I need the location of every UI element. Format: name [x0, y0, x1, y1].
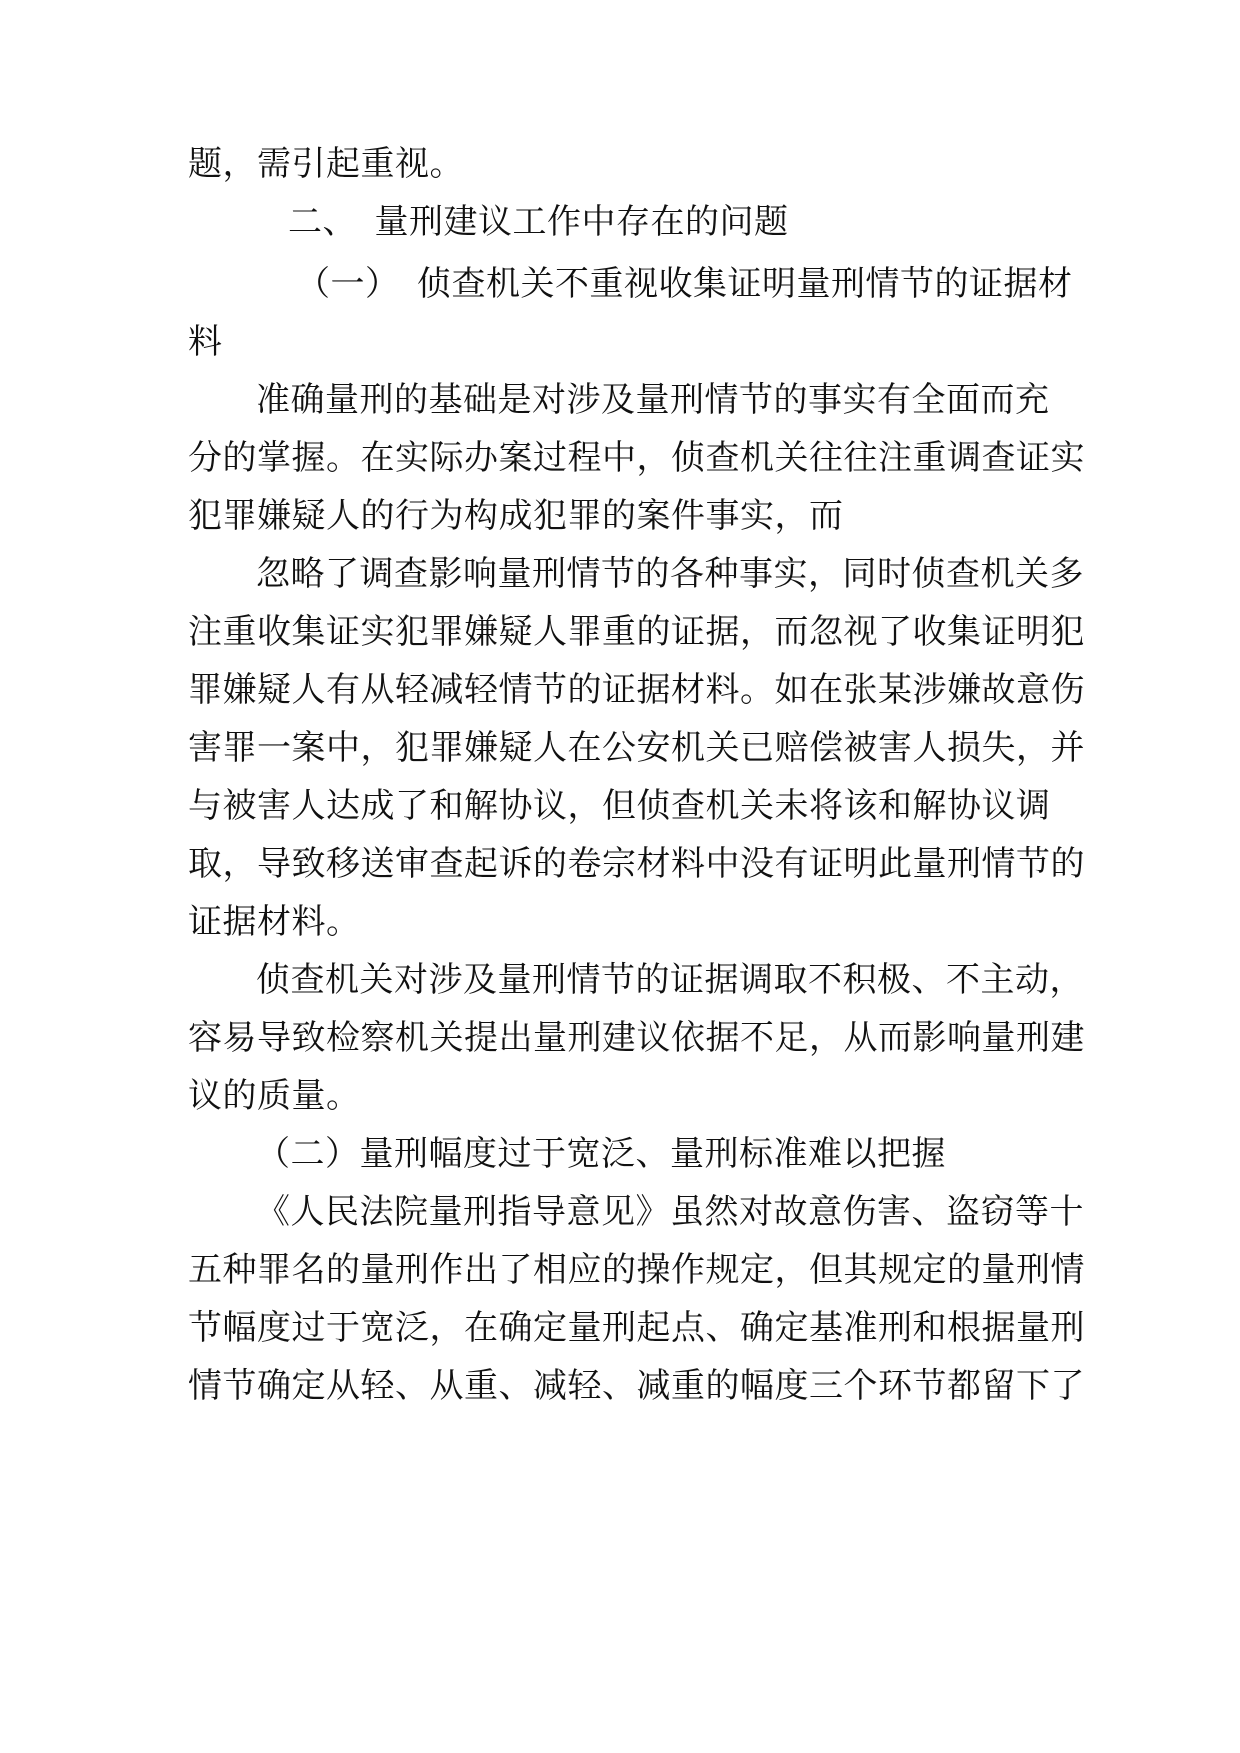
paragraph-line: 侦查机关对涉及量刑情节的证据调取不积极、不主动，: [256, 960, 1084, 1000]
paragraph-line: 忽略了调查影响量刑情节的各种事实，同时侦查机关多: [256, 554, 1084, 594]
subsection-heading: （一） 侦查机关不重视收集证明量刑情节的证据材: [296, 264, 1073, 304]
paragraph-line: 《人民法院量刑指导意见》虽然对故意伤害、盗窃等十: [256, 1192, 1084, 1232]
paragraph-line: 与被害人达成了和解协议，但侦查机关未将该和解协议调: [188, 786, 1051, 826]
paragraph-line: 分的掌握。在实际办案过程中，侦查机关往往注重调查证实: [188, 438, 1085, 478]
paragraph-line: 证据材料。: [188, 902, 361, 942]
paragraph-line: 取，导致移送审查起诉的卷宗材料中没有证明此量刑情节的: [188, 844, 1085, 884]
paragraph-line: 罪嫌疑人有从轻减轻情节的证据材料。如在张某涉嫌故意伤: [188, 670, 1085, 710]
paragraph-line: 容易导致检察机关提出量刑建议依据不足，从而影响量刑建: [188, 1018, 1085, 1058]
paragraph-line: 题，需引起重视。: [188, 144, 464, 184]
paragraph-line: 五种罪名的量刑作出了相应的操作规定，但其规定的量刑情: [188, 1250, 1085, 1290]
paragraph-line: 议的质量。: [188, 1076, 361, 1116]
paragraph-line: 犯罪嫌疑人的行为构成犯罪的案件事实，而: [188, 496, 844, 536]
paragraph-line: 情节确定从轻、从重、减轻、减重的幅度三个环节都留下了: [188, 1366, 1085, 1406]
paragraph-line: 害罪一案中，犯罪嫌疑人在公安机关已赔偿被害人损失，并: [188, 728, 1085, 768]
subsection-heading: （二）量刑幅度过于宽泛、量刑标准难以把握: [256, 1134, 946, 1174]
section-heading: 二、 量刑建议工作中存在的问题: [288, 202, 789, 242]
paragraph-line: 节幅度过于宽泛，在确定量刑起点、确定基准刑和根据量刑: [188, 1308, 1085, 1348]
paragraph-line: 注重收集证实犯罪嫌疑人罪重的证据，而忽视了收集证明犯: [188, 612, 1085, 652]
paragraph-line: 准确量刑的基础是对涉及量刑情节的事实有全面而充: [256, 380, 1050, 420]
subsection-heading-continued: 料: [188, 322, 223, 362]
